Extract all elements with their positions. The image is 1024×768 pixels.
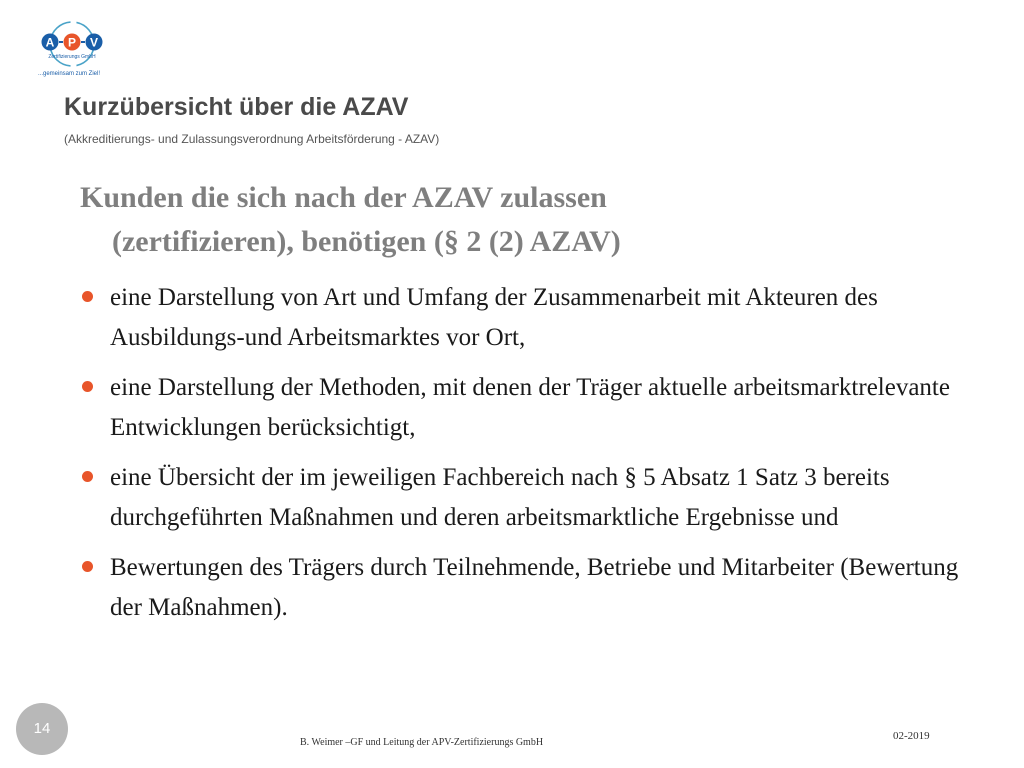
bullet-dot-icon <box>82 291 93 302</box>
section-heading-line-2: (zertifizieren), benötigen (§ 2 (2) AZAV) <box>112 225 621 258</box>
list-item <box>80 368 960 448</box>
logo-letter-v: V <box>89 35 99 50</box>
list-item-text: Bewertungen des Trägers durch Teilnehmende, Betriebe und Mitarbeiter (Bewertung der Maßnahmen). <box>110 554 959 621</box>
logo-company-name: Zertifizierungs GmbH <box>48 54 96 60</box>
section-heading <box>80 176 800 264</box>
bullet-dot-icon <box>82 561 93 572</box>
logo-letter-p: P <box>67 35 77 50</box>
requirements-list <box>80 278 960 638</box>
list-item-text: eine Darstellung der Methoden, mit denen der Träger aktuelle arbeitsmarktrelevante Entwicklungen berücksichtigt, <box>110 374 950 441</box>
footer-author: B. Weimer –GF und Leitung der APV-Zertifizierungs GmbH <box>300 737 544 748</box>
bullet-dot-icon <box>82 471 93 482</box>
list-item-text: eine Übersicht der im jeweiligen Fachbereich nach § 5 Absatz 1 Satz 3 bereits durchgeführten Maßnahmen und deren arbeitsmarktliche Ergebnisse und <box>110 464 890 531</box>
list-item <box>80 458 960 538</box>
list-item <box>80 278 960 358</box>
logo-letter-a: A <box>45 35 55 50</box>
slide-title: Kurzübersicht über die AZAV <box>64 93 409 121</box>
list-item <box>80 548 960 628</box>
section-heading-line-1: Kunden die sich nach der AZAV zulassen <box>80 181 607 214</box>
list-item-text: eine Darstellung von Art und Umfang der Zusammenarbeit mit Akteuren des Ausbildungs-und Arbeitsmarktes vor Ort, <box>110 284 878 351</box>
slide-subtitle: (Akkreditierungs- und Zulassungsverordnung Arbeitsförderung - AZAV) <box>64 132 440 146</box>
bullet-dot-icon <box>82 381 93 392</box>
footer-date: 02-2019 <box>893 730 930 742</box>
logo-tagline: ...gemeinsam zum Ziel! <box>38 71 101 77</box>
page-number-badge: 14 <box>16 703 68 755</box>
